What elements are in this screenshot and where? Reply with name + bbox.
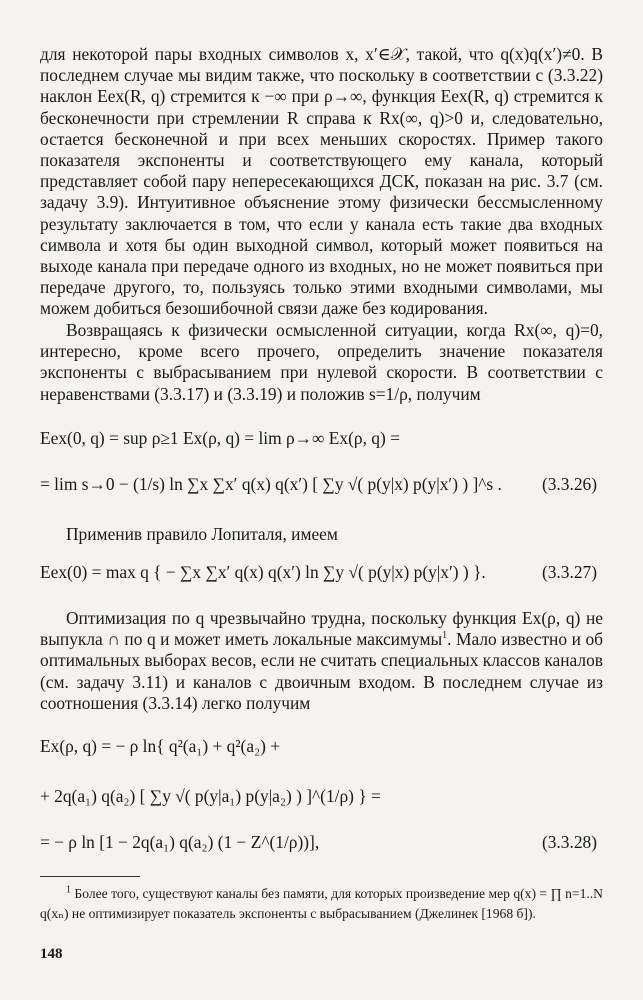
footnote-line-2: мер q(x) = ∏ n=1..N q(xₙ) не оптимизирует показатель экспоненты с выбрасыванием (40, 886, 603, 921)
equation-3-3-26-number: (3.3.26) (541, 474, 597, 494)
paragraph-4-rest: . Мало известно и об оптимальных выборах весов, если не считать специальных классов каналов (см. задачу 3.11) и каналов с двоичным входом. В последнем случае из соотношения (3.3.14) легко получим (40, 629, 603, 713)
equation-3-3-27-number: (3.3.27) (541, 562, 597, 582)
footnote-line-3: (Джелинек [1968 б]). (414, 905, 536, 921)
equation-3-3-26-line-2-text: = lim s→0 − (1/s) ln ∑x ∑x′ q(x) q(x′) [ ∑y √( p(y|x) p(y|x′) ) ]^s . (40, 474, 502, 494)
equation-3-3-28-line-2-text: + 2q(a₁) q(a₂) [ ∑y √( p(y|a₁) p(y|a₂) ) ]^(1/ρ) } = (40, 786, 381, 806)
paragraph-2: Возвращаясь к физически осмысленной ситуации, когда Rx(∞, q)=0, интересно, кроме всего прочего, определить значение показателя экспоненты с выбрасыванием при нулевой скорости. В соответствии с неравенствами (3.3.17) и (3.3.19) и положив s=1/ρ, получим (40, 320, 603, 404)
paragraph-3: Применив правило Лопиталя, имеем (66, 524, 338, 544)
footnote-reference: 1 (442, 630, 448, 642)
equation-3-3-28-line-1-text: Ex(ρ, q) = − ρ ln{ q²(a₁) + q²(a₂) + (40, 736, 281, 756)
footnote-divider (40, 876, 140, 877)
equation-3-3-28-line-3-text: = − ρ ln [1 − 2q(a₁) q(a₂) (1 − Z^(1/ρ))], (40, 832, 320, 852)
equation-3-3-27-text: Eex(0) = max q { − ∑x ∑x′ q(x) q(x′) ln ∑y √( p(y|x) p(y|x′) ) }. (40, 562, 486, 582)
equation-3-3-26-line-1-text: Eex(0, q) = sup ρ≥1 Ex(ρ, q) = lim ρ→∞ Ex(ρ, q) = (40, 428, 400, 448)
footnote (40, 884, 603, 923)
page-number: 148 (40, 946, 63, 962)
paragraph-4 (40, 608, 603, 714)
paragraph-1: для некоторой пары входных символов x, x′∈𝒳, такой, что q(x)q(x′)≠0. В последнем случае мы видим также, что поскольку в соответствии с (3.3.22) наклон Eex(R, q) стремится к −∞ при ρ→∞, функция Eex(R, q) стремится к бесконечности при стремлении R справа к Rx(∞, q)>0 и, следовательно, остается бесконечной и при всех меньших скоростях. Пример такого показателя экспоненты и соответствующего ему канала, который представляет собой пару непересекающихся ДСК, показан на рис. 3.7 (см. задачу 3.9). Интуитивное объяснение этому физически бессмысленному результату заключается в том, что если у канала есть такие два входных символа и хотя бы один выходной символ, который может появиться на выходе канала при передаче одного из входных, но не может появиться при передаче другого, то, пользуясь только этими входными символами, мы можем добиться безошибочной связи даже без кодирования. (40, 44, 603, 319)
footnote-line-1: Более того, существуют каналы без памяти, для которых произведение (74, 886, 486, 901)
paragraph-4-text: Оптимизация по q чрезвычайно трудна, поскольку функция Ex(ρ, q) не выпукла ∩ по q и может иметь локальные максимумы (40, 608, 603, 650)
footnote-mark: 1 (66, 884, 71, 896)
equation-3-3-28-number: (3.3.28) (541, 832, 597, 852)
